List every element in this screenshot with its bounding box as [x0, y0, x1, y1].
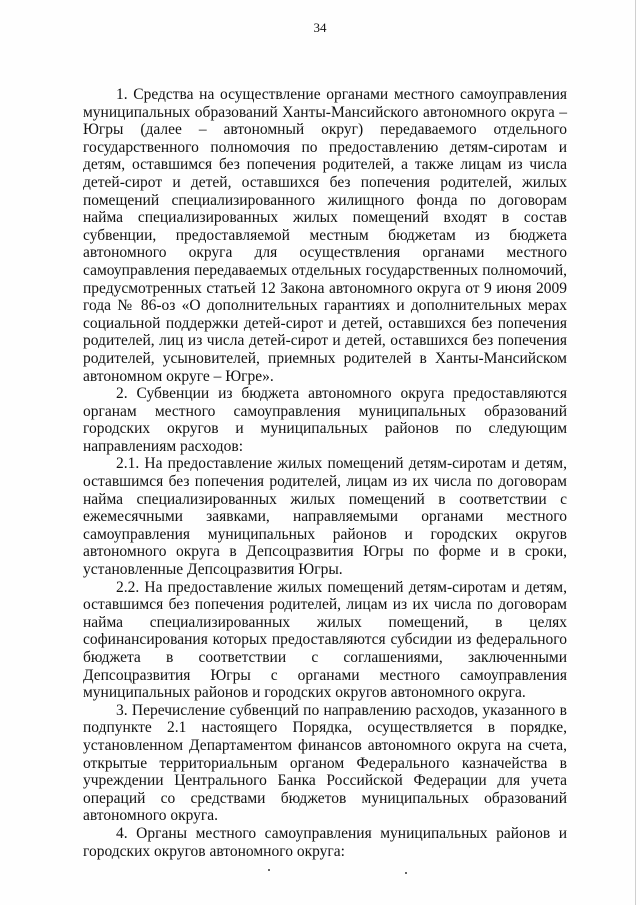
- scan-speck: [268, 869, 270, 871]
- document-body: [83, 86, 567, 860]
- paragraph-2-2: 2.2. На предоставление жилых помещений детям-сиротам и детям, оставшимся без попечения родителей, лицам из их числа по договорам найма специализированных жилых помещений, в целях софинансирования которых предоставляются субсидии из федерального бюджета в соответствии с соглашениями, заключенными Депсоцразвития Югры с органами местного самоуправления муниципальных районов и городских округов автономного округа.: [83, 578, 567, 702]
- paragraph-1: 1. Средства на осуществление органами местного самоуправления муниципальных образований Ханты-Мансийского автономного округа – Югры (далее – автономный округ) передаваемого отдельного государственного полномочия по предоставлению детям-сиротам и детям, оставшимся без попечения родителей, а также лицам из числа детей-сирот и детей, оставшихся без попечения родителей, жилых помещений специализированного жилищного фонда по договорам найма специализированных жилых помещений входят в состав субвенции, предоставляемой местным бюджетам из бюджета автономного округа для осуществления органами местного самоуправления передаваемых отдельных государственных полномочий, предусмотренных статьей 12 Закона автономного округа от 9 июня 2009 года № 86-оз «О дополнительных гарантиях и дополнительных мерах социальной поддержки детей-сирот и детей, оставшихся без попечения родителей, лиц из числа детей-сирот и детей, оставшихся без попечения родителей, усыновителей, приемных родителей в Ханты-Мансийском автономном округе – Югре».: [83, 86, 567, 385]
- page-edge: [635, 0, 636, 905]
- paragraph-2-1: 2.1. На предоставление жилых помещений детям-сиротам и детям, оставшимся без попечения родителей, лицам из их числа по договорам найма специализированных жилых помещений в соответствии с ежемесячными заявками, направляемыми органами местного самоуправления муниципальных районов и городских округов автономного округа в Депсоцразвития Югры по форме и в сроки, установленные Депсоцразвития Югры.: [83, 455, 567, 579]
- paragraph-3: 3. Перечисление субвенций по направлению расходов, указанного в подпункте 2.1 настоящего Порядка, осуществляется в порядке, установленном Департаментом финансов автономного округа на счета, открытые территориальным органом Федерального казначейства в учреждении Центрального Банка Российской Федерации для учета операций со средствами бюджетов муниципальных образований автономного округа.: [83, 701, 567, 825]
- paragraph-2: 2. Субвенции из бюджета автономного округа предоставляются органам местного самоуправления муниципальных образований городских округов и муниципальных районов по следующим направлениям расходов:: [83, 385, 567, 455]
- page-number: 34: [313, 20, 327, 35]
- paragraph-4: 4. Органы местного самоуправления муниципальных районов и городских округов автономного округа:: [83, 824, 567, 860]
- scan-speck: [405, 872, 407, 874]
